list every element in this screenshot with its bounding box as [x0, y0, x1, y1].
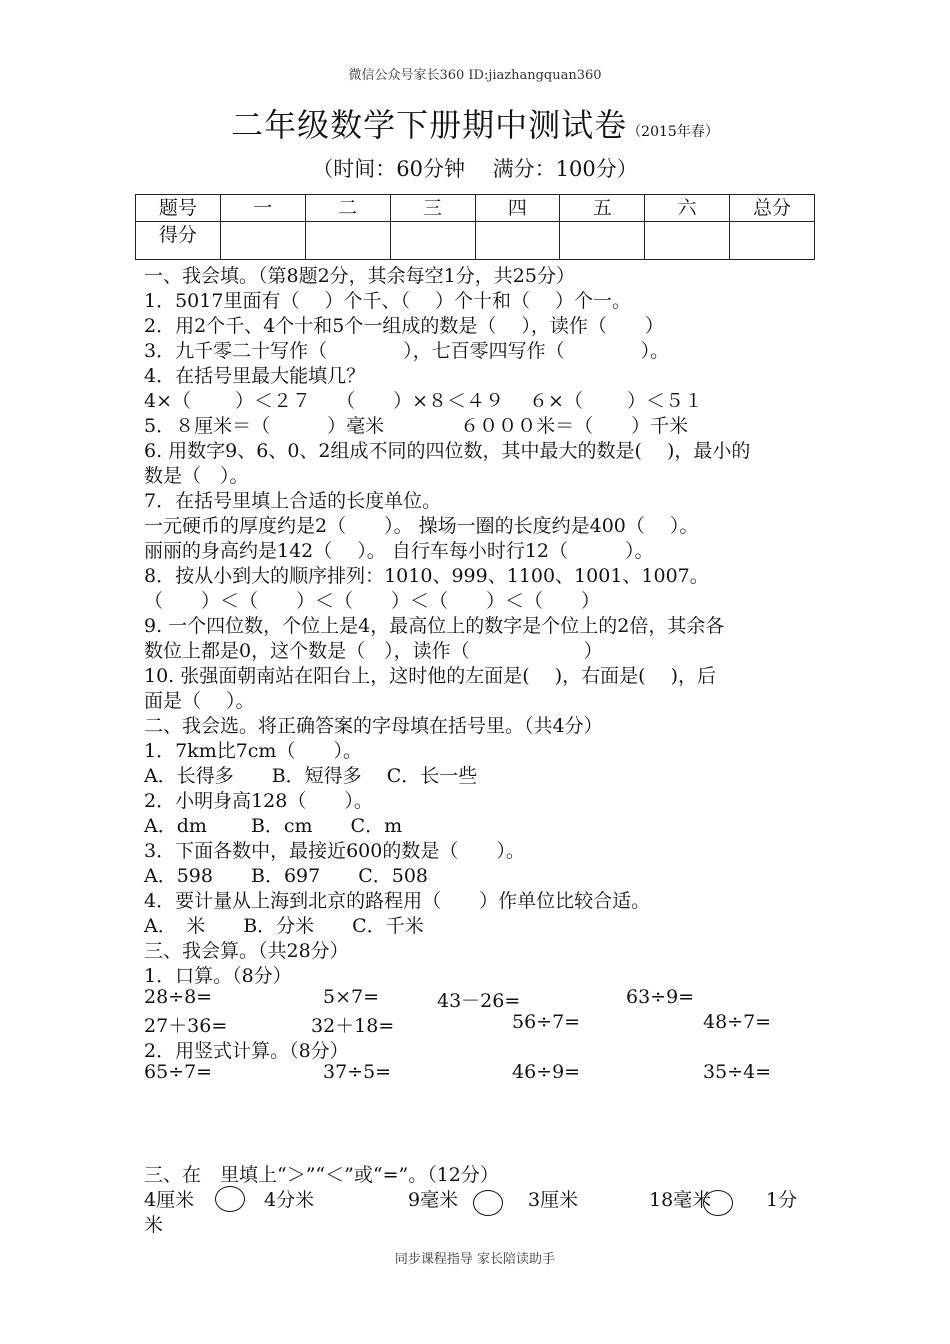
oral-calc-item: 28÷8= — [144, 986, 213, 1008]
score-header-cell: 一 — [220, 195, 305, 222]
score-cell[interactable] — [645, 222, 730, 260]
question-line: 5．８厘米＝（ ）毫米 ６０００米＝（ ）千米 — [144, 415, 689, 437]
score-header-cell: 三 — [390, 195, 475, 222]
oral-calc-item: 48÷7= — [703, 1011, 772, 1033]
choice-line: A． 米 B．分米 C．千米 — [144, 915, 424, 937]
vertical-calc-title: 2．用竖式计算。（8分） — [144, 1040, 349, 1062]
score-cell[interactable] — [390, 222, 475, 260]
compare-circle[interactable] — [215, 1186, 245, 1212]
section-2-heading: 二、我会选。将正确答案的字母填在括号里。（共4分） — [144, 715, 603, 737]
score-cell[interactable] — [305, 222, 390, 260]
section-1-heading: 一、我会填。（第8题2分，其余每空1分，共25分） — [144, 265, 575, 287]
score-header-cell: 四 — [475, 195, 560, 222]
vertical-calc-item: 35÷4= — [703, 1061, 772, 1083]
vertical-calc-item: 65÷7= — [144, 1061, 213, 1083]
question-line: 4．在括号里最大能填几？ — [144, 365, 366, 387]
choice-line: A．598 B．697 C．508 — [144, 865, 429, 887]
question-line: 1．5017里面有（ ）个千、（ ）个十和（ ）个一。 — [144, 290, 632, 312]
question-line: 4×（ ）＜２７ （ ）×８＜４９ ６×（ ）＜５１ — [144, 390, 704, 412]
choice-line: A．dm B．cm C．m — [144, 815, 403, 837]
page-title — [0, 100, 950, 146]
oral-calc-item: 27＋36= — [144, 1015, 228, 1037]
oral-calc-item: 32＋18= — [311, 1015, 395, 1037]
score-header-cell: 五 — [560, 195, 645, 222]
compare-item: 4厘米 — [144, 1189, 195, 1211]
footer-note: 同步课程指导 家长陪读助手 — [394, 1252, 556, 1267]
header-note: 微信公众号家长360 ID:jiazhangquan360 — [348, 68, 602, 83]
vertical-calc-item: 37÷5= — [323, 1061, 392, 1083]
compare-item: 18毫米 — [649, 1189, 712, 1211]
score-header-row — [136, 195, 815, 222]
score-row-label: 得分 — [136, 222, 221, 260]
compare-circle[interactable] — [703, 1190, 733, 1216]
section-3-heading: 三、我会算。（共28分） — [144, 940, 349, 962]
question-line: 3．九千零二十写作（ ），七百零四写作（ ）。 — [144, 340, 670, 362]
compare-wrap: 米 — [144, 1214, 164, 1236]
score-cell[interactable] — [220, 222, 305, 260]
oral-calc-item: 43－26= — [437, 990, 521, 1012]
score-header-cell: 题号 — [136, 195, 221, 222]
question-line: 9. 一个四位数，个位上是4，最高位上的数字是个位上的2倍，其余各 — [144, 615, 725, 637]
score-row — [136, 222, 815, 260]
compare-title: 三、在 里填上“＞”“＜”或“=”。（12分） — [144, 1164, 499, 1186]
question-line: 丽丽的身高约是142（ ）。 自行车每小时行12（ ）。 — [144, 540, 654, 562]
compare-item: 4分米 — [264, 1189, 315, 1211]
question-line: 8．按从小到大的顺序排列：1010、999、1100、1001、1007。 — [144, 565, 709, 587]
score-cell[interactable] — [560, 222, 645, 260]
question-line: 10. 张强面朝南站在阳台上，这时他的左面是( )，右面是( )，后 — [144, 665, 716, 687]
oral-calc-item: 63÷9= — [626, 986, 695, 1008]
question-line: 7．在括号里填上合适的长度单位。 — [144, 490, 442, 512]
title-suffix: （2015年春） — [627, 124, 719, 140]
vertical-calc-item: 46÷9= — [512, 1061, 581, 1083]
score-table — [135, 194, 815, 260]
question-line: 数是（ ）。 — [144, 465, 249, 487]
question-line: 2．小明身高128（ ）。 — [144, 790, 373, 812]
oral-calc-item: 56÷7= — [512, 1011, 581, 1033]
exam-info: （时间：60分钟 满分：100分） — [312, 157, 638, 181]
question-line: 数位上都是0，这个数是（ ），读作（ ） — [144, 640, 603, 662]
question-line: （ ）＜（ ）＜（ ）＜（ ）＜（ ） — [144, 590, 601, 612]
compare-item: 3厘米 — [528, 1189, 579, 1211]
compare-circle[interactable] — [473, 1190, 503, 1216]
score-cell[interactable] — [475, 222, 560, 260]
question-line: 4．要计量从上海到北京的路程用（ ）作单位比较合适。 — [144, 890, 651, 912]
question-line: 2．用2个千、4个十和5个一组成的数是（ ），读作（ ） — [144, 315, 664, 337]
score-header-cell: 总分 — [730, 195, 815, 222]
question-line: 1．口算。（8分） — [144, 965, 292, 987]
score-cell[interactable] — [730, 222, 815, 260]
question-line: 一元硬币的厚度约是2（ ）。 操场一圈的长度约是400（ ）。 — [144, 515, 699, 537]
oral-calc-item: 5×7= — [323, 986, 380, 1008]
question-line: 3．下面各数中，最接近600的数是（ ）。 — [144, 840, 525, 862]
score-header-cell: 六 — [645, 195, 730, 222]
compare-item: 9毫米 — [408, 1189, 459, 1211]
question-line: 1．7km比7cm（ ）。 — [144, 740, 362, 762]
compare-item: 1分 — [766, 1189, 798, 1211]
choice-line: A．长得多 B．短得多 C．长一些 — [144, 765, 478, 787]
question-line: 6. 用数字9、6、0、2组成不同的四位数，其中最大的数是( )，最小的 — [144, 440, 751, 462]
question-line: 面是（ ）。 — [144, 690, 255, 712]
title-main: 二年级数学下册期中测试卷 — [231, 106, 628, 144]
score-header-cell: 二 — [305, 195, 390, 222]
